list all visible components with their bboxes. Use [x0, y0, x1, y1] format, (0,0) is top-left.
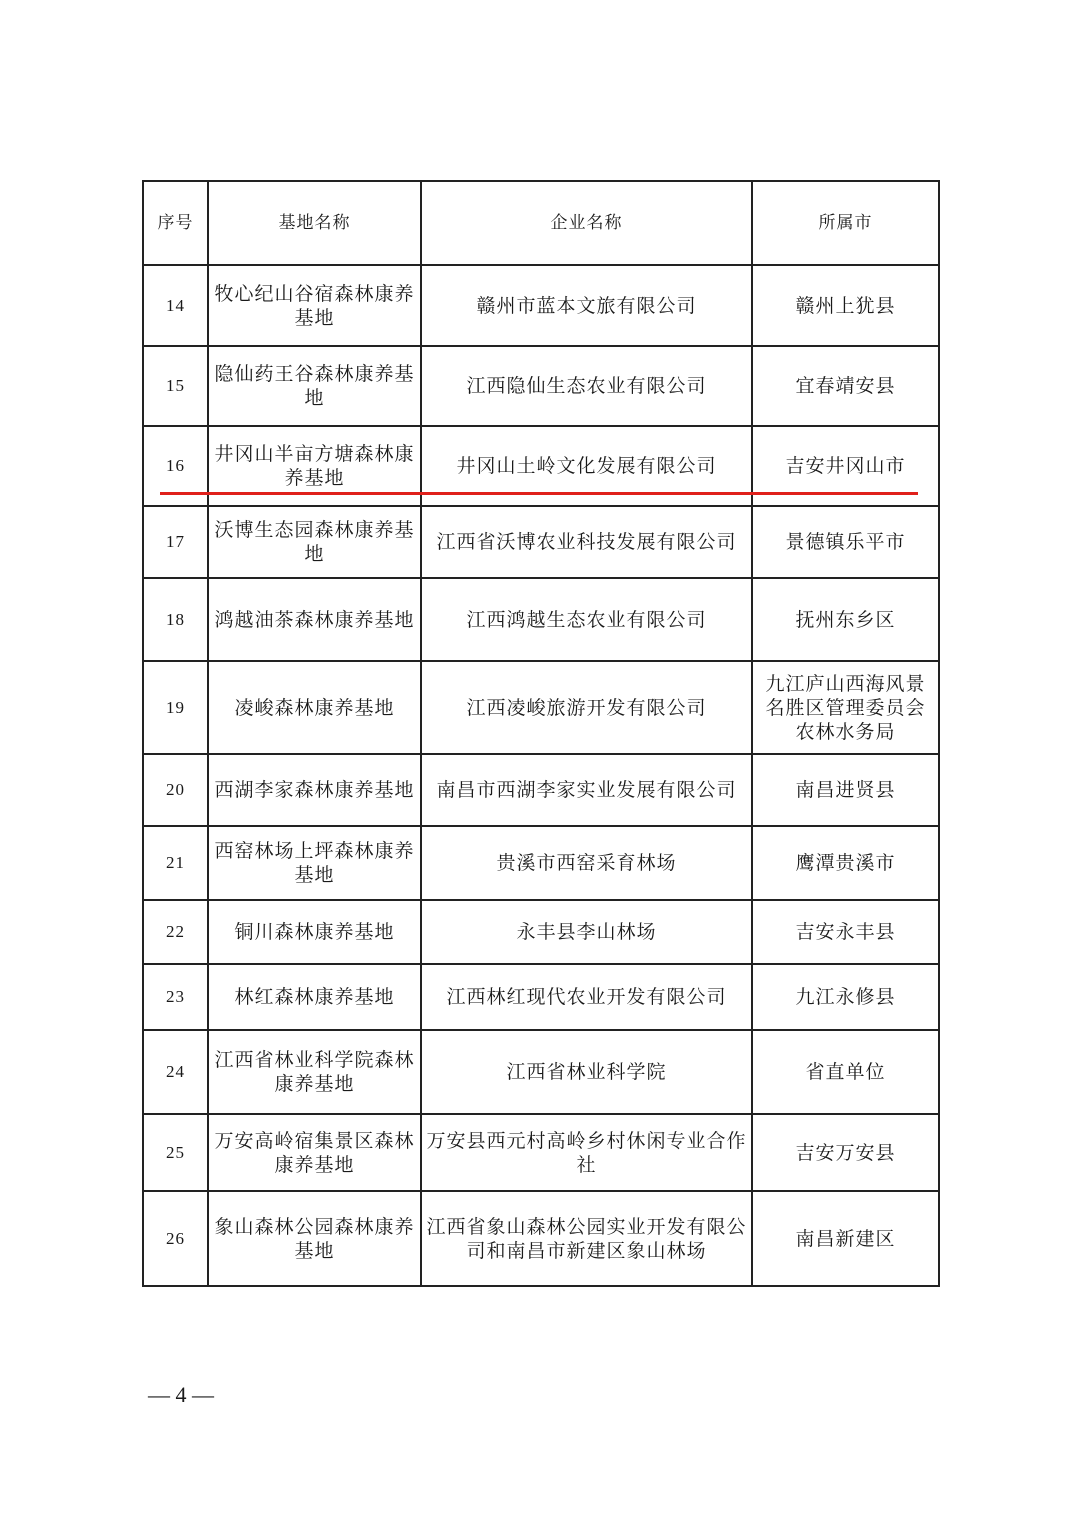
- cell-base-name: 鸿越油茶森林康养基地: [208, 578, 421, 661]
- cell-city: 九江庐山西海风景名胜区管理委员会农林水务局: [752, 661, 939, 754]
- table-header-row: [143, 181, 939, 265]
- table-row: [143, 900, 939, 964]
- cell-no: 23: [143, 964, 208, 1030]
- cell-base-name: 井冈山半亩方塘森林康养基地: [208, 426, 421, 506]
- cell-company: 贵溪市西窑采育林场: [421, 826, 752, 900]
- table-row: [143, 964, 939, 1030]
- cell-city: 南昌新建区: [752, 1191, 939, 1286]
- table-body: [143, 265, 939, 1286]
- cell-no: 17: [143, 506, 208, 578]
- cell-base-name: 沃博生态园森林康养基地: [208, 506, 421, 578]
- red-highlight-underline: [160, 492, 918, 495]
- cell-city: 九江永修县: [752, 964, 939, 1030]
- cell-no: 24: [143, 1030, 208, 1114]
- cell-no: 19: [143, 661, 208, 754]
- cell-base-name: 西窑林场上坪森林康养基地: [208, 826, 421, 900]
- cell-city: 省直单位: [752, 1030, 939, 1114]
- cell-base-name: 牧心纪山谷宿森林康养基地: [208, 265, 421, 346]
- cell-company: 江西隐仙生态农业有限公司: [421, 346, 752, 426]
- cell-city: 南昌进贤县: [752, 754, 939, 826]
- cell-no: 22: [143, 900, 208, 964]
- cell-company: 江西省林业科学院: [421, 1030, 752, 1114]
- cell-company: 江西省沃博农业科技发展有限公司: [421, 506, 752, 578]
- cell-company: 南昌市西湖李家实业发展有限公司: [421, 754, 752, 826]
- cell-no: 18: [143, 578, 208, 661]
- cell-no: 26: [143, 1191, 208, 1286]
- cell-base-name: 凌峻森林康养基地: [208, 661, 421, 754]
- cell-base-name: 隐仙药王谷森林康养基地: [208, 346, 421, 426]
- cell-company: 江西凌峻旅游开发有限公司: [421, 661, 752, 754]
- cell-no: 20: [143, 754, 208, 826]
- table-row: [143, 265, 939, 346]
- table-row: [143, 578, 939, 661]
- cell-no: 14: [143, 265, 208, 346]
- header-base-name: 基地名称: [208, 181, 421, 265]
- cell-no: 25: [143, 1114, 208, 1191]
- page-number: — 4 —: [148, 1382, 214, 1407]
- cell-city: 吉安永丰县: [752, 900, 939, 964]
- table-row: [143, 1030, 939, 1114]
- table-row: [143, 506, 939, 578]
- cell-base-name: 林红森林康养基地: [208, 964, 421, 1030]
- cell-company: 江西林红现代农业开发有限公司: [421, 964, 752, 1030]
- cell-city: 赣州上犹县: [752, 265, 939, 346]
- cell-no: 16: [143, 426, 208, 506]
- cell-no: 21: [143, 826, 208, 900]
- header-company: 企业名称: [421, 181, 752, 265]
- cell-base-name: 象山森林公园森林康养基地: [208, 1191, 421, 1286]
- cell-company: 万安县西元村高岭乡村休闲专业合作社: [421, 1114, 752, 1191]
- cell-base-name: 万安高岭宿集景区森林康养基地: [208, 1114, 421, 1191]
- cell-city: 抚州东乡区: [752, 578, 939, 661]
- table-row: [143, 346, 939, 426]
- table-row: [143, 754, 939, 826]
- table-row: [143, 826, 939, 900]
- cell-base-name: 铜川森林康养基地: [208, 900, 421, 964]
- cell-base-name: 江西省林业科学院森林康养基地: [208, 1030, 421, 1114]
- header-no: 序号: [143, 181, 208, 265]
- forest-base-table: [142, 180, 940, 1287]
- cell-city: 鹰潭贵溪市: [752, 826, 939, 900]
- cell-city: 景德镇乐平市: [752, 506, 939, 578]
- cell-base-name: 西湖李家森林康养基地: [208, 754, 421, 826]
- cell-company: 赣州市蓝本文旅有限公司: [421, 265, 752, 346]
- cell-company: 江西鸿越生态农业有限公司: [421, 578, 752, 661]
- cell-city: 宜春靖安县: [752, 346, 939, 426]
- table-row: [143, 1114, 939, 1191]
- cell-company: 江西省象山森林公园实业开发有限公司和南昌市新建区象山林场: [421, 1191, 752, 1286]
- header-city: 所属市: [752, 181, 939, 265]
- cell-company: 永丰县李山林场: [421, 900, 752, 964]
- cell-company: 井冈山土岭文化发展有限公司: [421, 426, 752, 506]
- cell-city: 吉安万安县: [752, 1114, 939, 1191]
- table-row: [143, 661, 939, 754]
- table-row: [143, 1191, 939, 1286]
- cell-city: 吉安井冈山市: [752, 426, 939, 506]
- cell-no: 15: [143, 346, 208, 426]
